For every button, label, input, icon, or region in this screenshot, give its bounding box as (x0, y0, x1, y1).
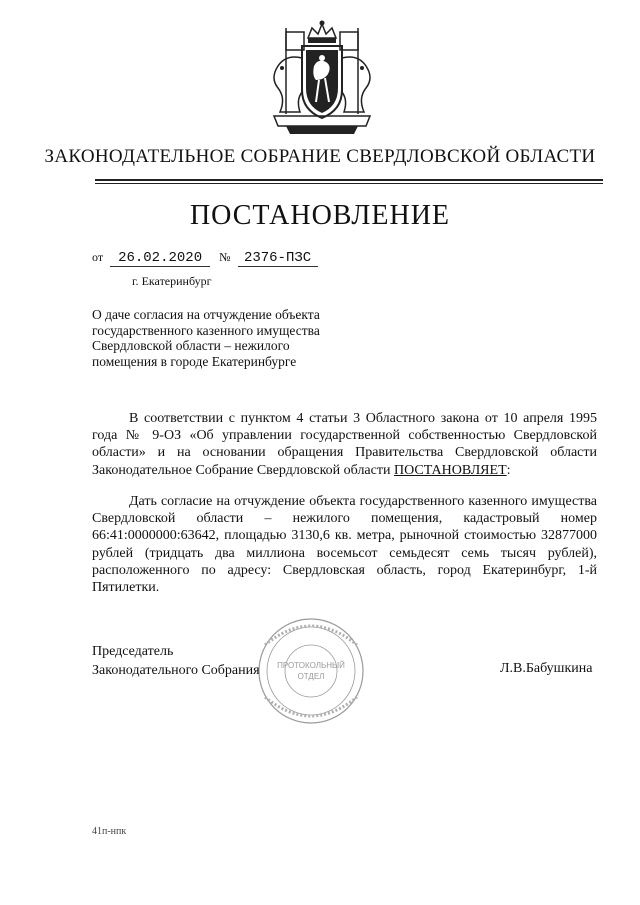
coat-of-arms-icon (256, 18, 388, 136)
signatory-title-line2: Законодательного Собрания (92, 663, 260, 678)
signatory-title-line1: Председатель (92, 644, 174, 659)
signatory-title (92, 642, 260, 680)
footer-code: 41п-нпк (92, 826, 127, 837)
organization-name: ЗАКОНОДАТЕЛЬНОЕ СОБРАНИЕ СВЕРДЛОВСКОЙ ОБЛАСТИ (44, 146, 596, 167)
preamble-text: В соответствии с пунктом 4 статьи 3 Областного закона от 10 апреля 1995 года № 9-ОЗ «Об управлении государственной собственностью Свердловской области» и на основании обращения Правительства Свердловской области Законодательное Собрание Свердловской области (92, 411, 597, 478)
resolution-paragraph: Дать согласие на отчуждение объекта государственного казенного имущества Свердловской области – нежилого помещения, кадастровый номер 66:41:0000000:63642, площадью 3130,6 кв. метра, рыночной стоимостью 32877000 рублей (тридцать два миллиона восемьсот семьдесят семь тысяч рублей), расположенного по адресу: Свердловская область, город Екатеринбург, 1-й Пятилетки. (92, 494, 597, 596)
document-type: ПОСТАНОВЛЕНИЕ (189, 200, 451, 231)
number-prefix: № (219, 250, 231, 264)
preamble-paragraph (92, 410, 597, 479)
document-subject: О даче согласия на отчуждение объекта государственного казенного имущества Свердловской области – нежилого помещения в городе Екатеринбурге (92, 307, 320, 369)
header-rule-thin (95, 183, 603, 184)
date-number-row (92, 250, 318, 267)
document-city: г. Екатеринбург (132, 274, 212, 288)
official-stamp (255, 615, 367, 727)
decides-colon: : (506, 462, 511, 478)
date-prefix: от (92, 250, 104, 264)
signatory-name: Л.В.Бабушкина (500, 661, 593, 676)
svg-text:ОТДЕЛ: ОТДЕЛ (297, 672, 325, 681)
document-number: 2376-ПЗС (238, 250, 318, 267)
document-date: 26.02.2020 (110, 250, 210, 267)
decides-word: ПОСТАНОВЛЯЕТ (393, 462, 507, 478)
header-rule (95, 179, 603, 181)
svg-text:ПРОТОКОЛЬНЫЙ: ПРОТОКОЛЬНЫЙ (277, 661, 345, 670)
